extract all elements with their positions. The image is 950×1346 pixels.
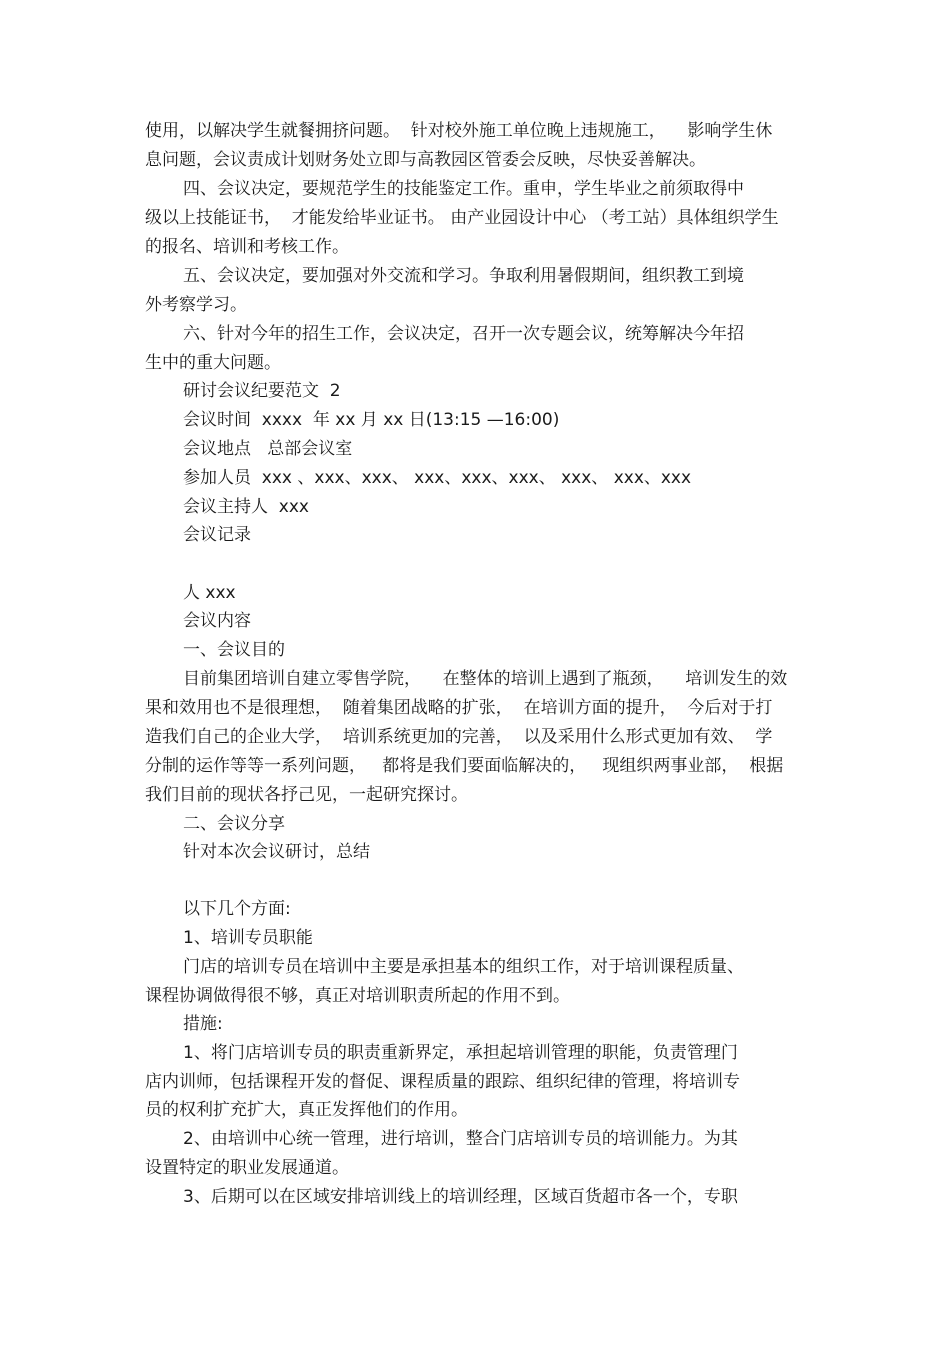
text-line: 二、会议分享 (183, 814, 285, 834)
text-line: 四、会议决定，要规范学生的技能鉴定工作。重申，学生毕业之前须取得中 (183, 179, 744, 199)
text-line: 员的权利扩充扩大，真正发挥他们的作用。 (145, 1100, 468, 1120)
text-line: 使用，以解决学生就餐拥挤问题。 针对校外施工单位晚上违规施工， 影响学生休 (145, 121, 773, 141)
text-line: 2、由培训中心统一管理，进行培训，整合门店培训专员的培训能力。为其 (183, 1129, 738, 1149)
text-line: 针对本次会议研讨，总结 (183, 842, 370, 862)
text-line: 生中的重大问题。 (145, 353, 281, 373)
text-line: 会议记录 (183, 525, 251, 545)
text-line: 六、针对今年的招生工作，会议决定，召开一次专题会议，统筹解决今年招 (183, 324, 744, 344)
text-line: 外考察学习。 (145, 295, 247, 315)
text-line: 目前集团培训自建立零售学院， 在整体的培训上遇到了瓶颈， 培训发生的效 (183, 669, 788, 689)
text-line: 分制的运作等等一系列问题， 都将是我们要面临解决的， 现组织两事业部， 根据 (145, 756, 784, 776)
text-line: 息问题，会议责成计划财务处立即与高教园区管委会反映，尽快妥善解决。 (145, 150, 706, 170)
text-line: 果和效用也不是很理想， 随着集团战略的扩张， 在培训方面的提升， 今后对于打 (145, 698, 773, 718)
text-line: 会议地点 总部会议室 (183, 439, 353, 459)
text-line: 门店的培训专员在培训中主要是承担基本的组织工作，对于培训课程质量、 (183, 957, 744, 977)
text-line: 1、将门店培训专员的职责重新界定，承担起培训管理的职能，负责管理门 (183, 1043, 738, 1063)
text-line: 1、培训专员职能 (183, 928, 313, 948)
text-line: 研讨会议纪要范文 2 (183, 381, 341, 401)
text-line: 人 xxx (183, 583, 236, 603)
text-line: 课程协调做得很不够，真正对培训职责所起的作用不到。 (145, 986, 570, 1006)
text-line: 造我们自己的企业大学， 培训系统更加的完善， 以及采用什么形式更加有效、 学 (145, 727, 773, 747)
text-line: 五、会议决定，要加强对外交流和学习。争取利用暑假期间，组织教工到境 (183, 266, 744, 286)
text-line: 我们目前的现状各抒己见，一起研究探讨。 (145, 785, 468, 805)
text-line: 措施: (183, 1014, 223, 1034)
text-line: 3、后期可以在区域安排培训线上的培训经理，区域百货超市各一个，专职 (183, 1187, 738, 1207)
text-line: 一、会议目的 (183, 640, 285, 660)
text-line: 设置特定的职业发展通道。 (145, 1158, 349, 1178)
text-line: 会议时间 xxxx 年 xx 月 xx 日(13:15 —16:00) (183, 410, 560, 430)
text-line: 级以上技能证书， 才能发给毕业证书。 由产业园设计中心 （考工站）具体组织学生 (145, 208, 779, 228)
text-line: 会议内容 (183, 611, 251, 631)
text-line: 参加人员 xxx 、xxx、xxx、 xxx、xxx、xxx、 xxx、 xxx、xxx (183, 468, 692, 488)
text-line: 会议主持人 xxx (183, 497, 309, 517)
text-line: 店内训师，包括课程开发的督促、课程质量的跟踪、组织纪律的管理，将培训专 (145, 1072, 740, 1092)
text-line: 以下几个方面: (183, 899, 291, 919)
text-line: 的报名、培训和考核工作。 (145, 237, 349, 257)
